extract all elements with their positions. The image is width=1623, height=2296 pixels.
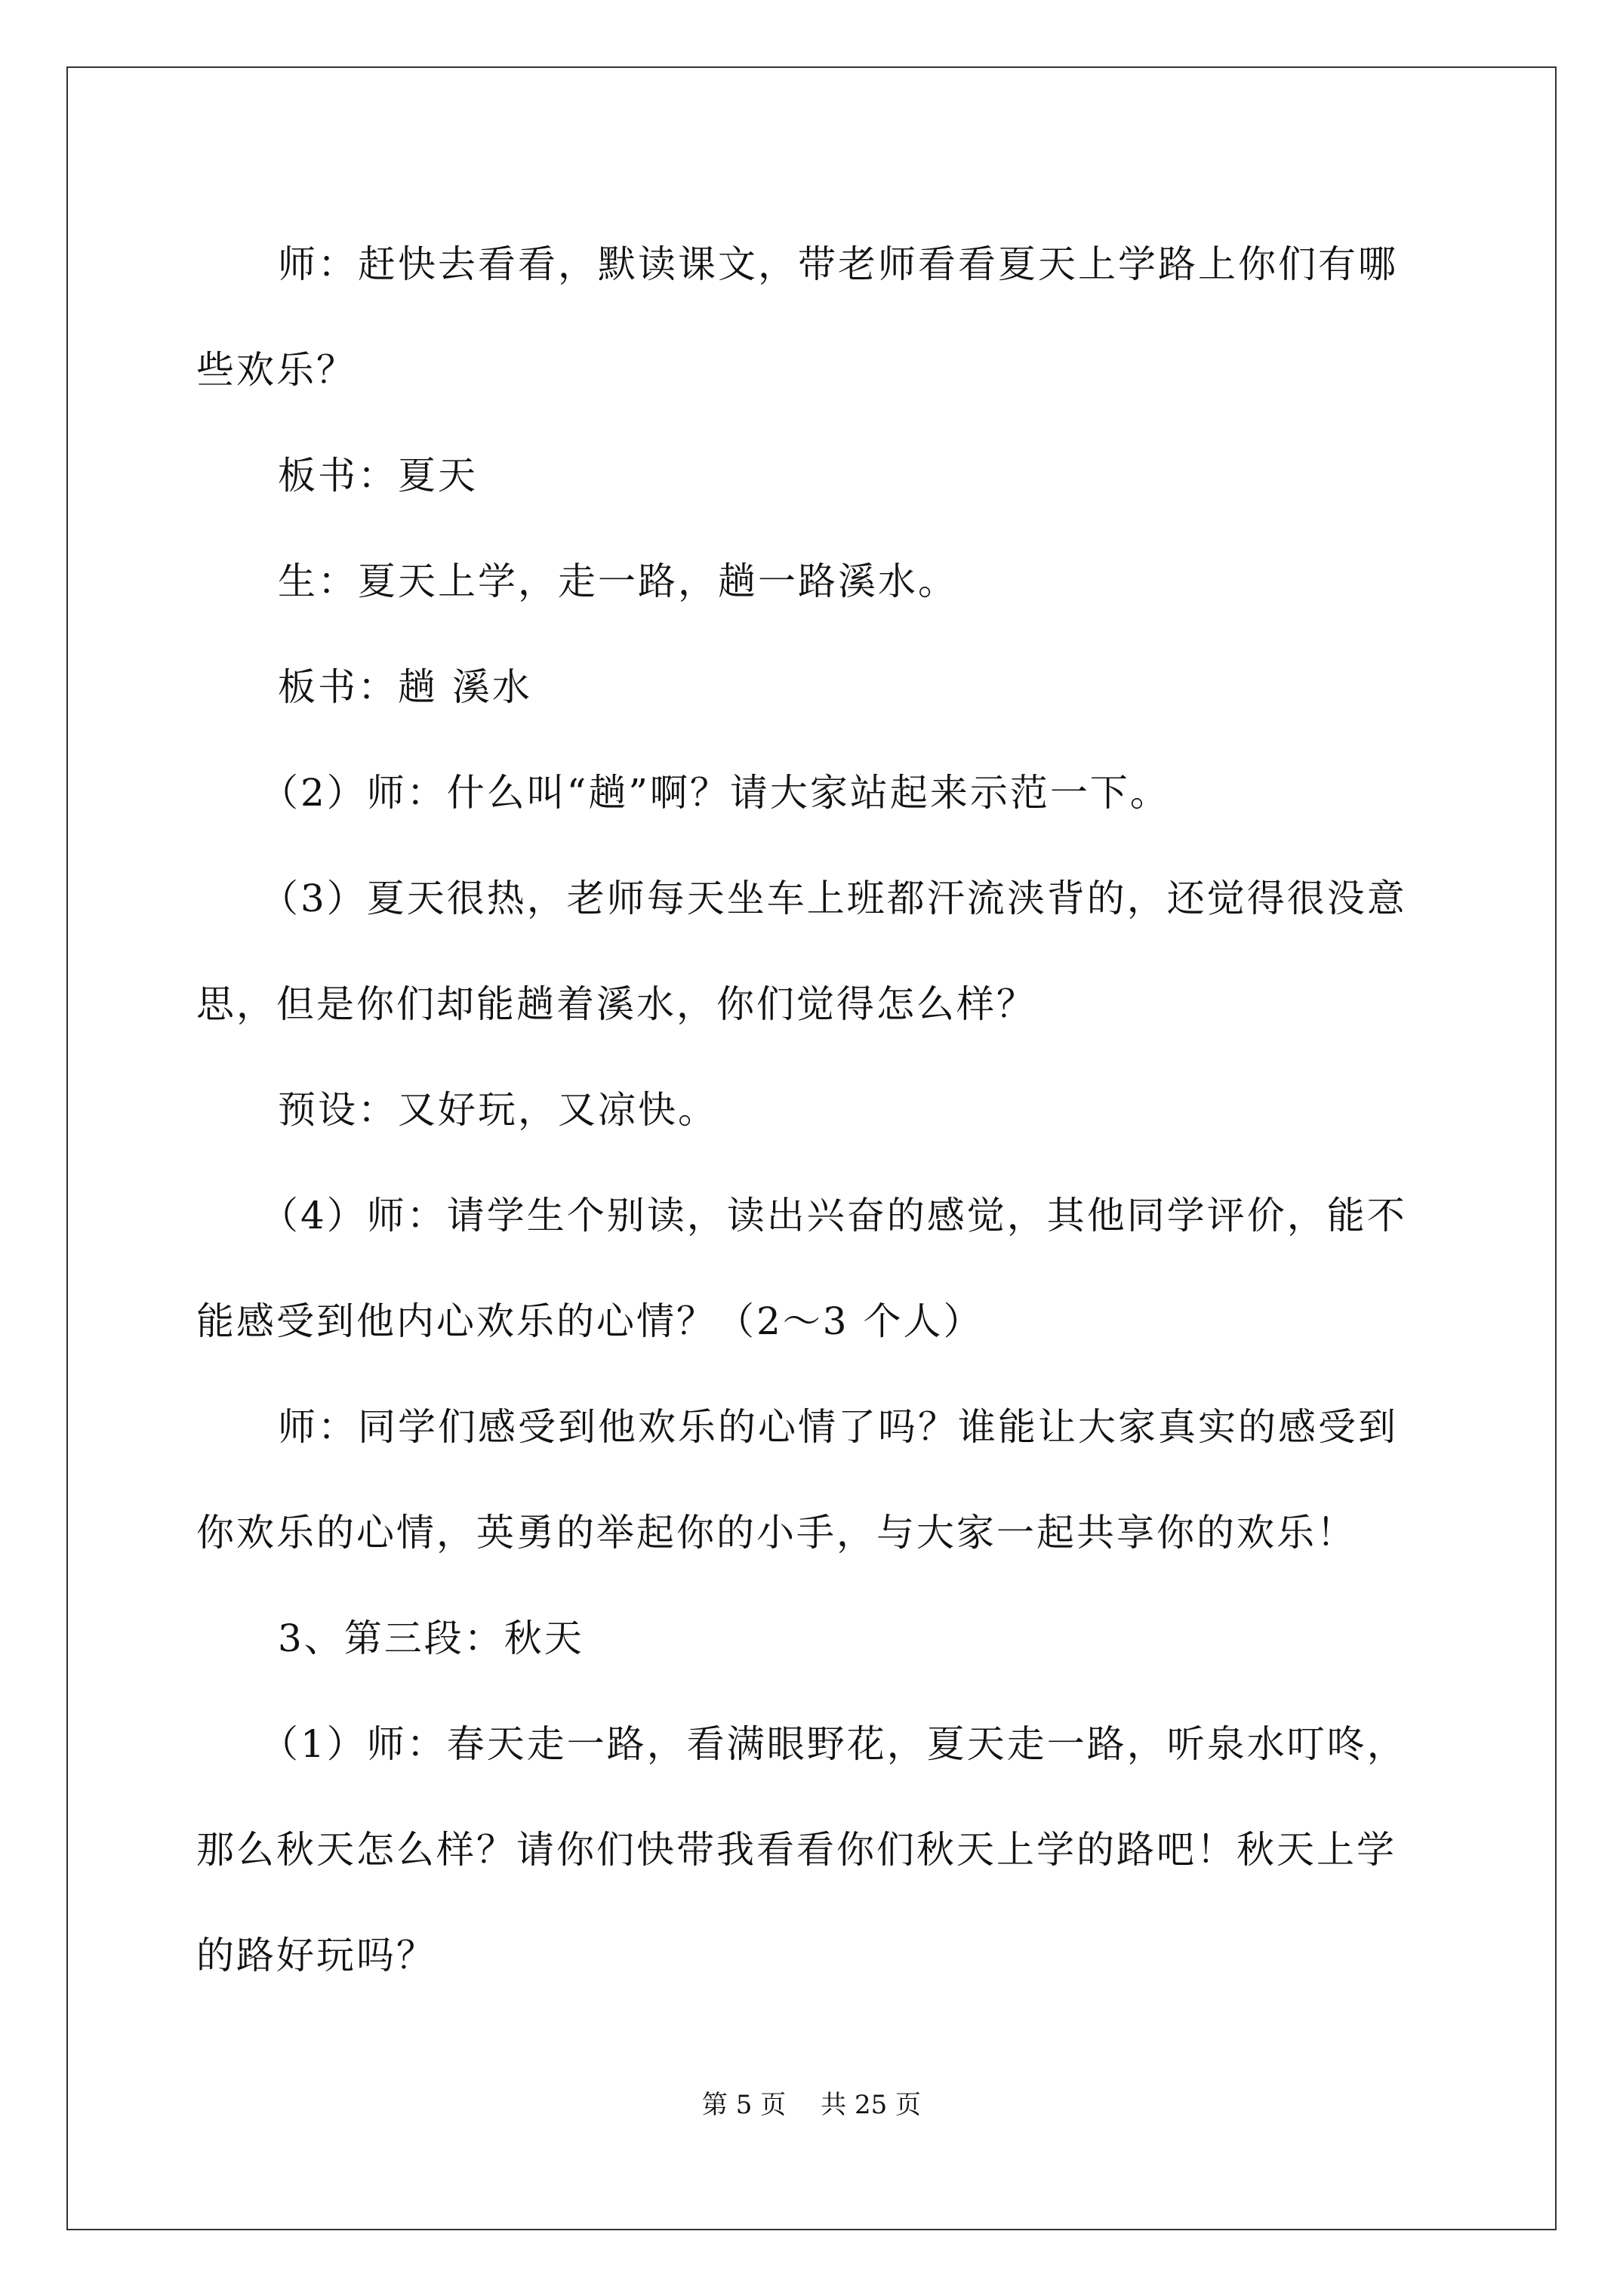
page-number: 第 5 页 xyxy=(701,2090,787,2120)
paragraph-3: 生：夏天上学，走一路，趟一路溪水。 xyxy=(278,559,958,603)
paragraph-9: 师：同学们感受到他欢乐的心情了吗？谁能让大家真实的感受到你欢乐的心情，英勇的举起你的小手，与大家一起共享你的欢乐！ xyxy=(196,1405,1398,1555)
paragraph-6: （3）夏天很热，老师每天坐车上班都汗流浃背的，还觉得很没意思，但是你们却能趟着溪水，你们觉得怎么样？ xyxy=(196,877,1407,1026)
paragraph-7: 预设：又好玩，又凉快。 xyxy=(278,1088,718,1132)
paragraph-2: 板书：夏天 xyxy=(278,454,478,498)
paragraph-10: 3、第三段：秋天 xyxy=(278,1616,584,1660)
paragraph-8: （4）师：请学生个别读，读出兴奋的感觉，其他同学评价，能不能感受到他内心欢乐的心情？（2～3 个人） xyxy=(196,1194,1407,1343)
paragraph-4: 板书：趟 溪水 xyxy=(278,665,532,709)
paragraph-1: 师：赶快去看看，默读课文，带老师看看夏天上学路上你们有哪些欢乐？ xyxy=(196,242,1398,392)
document-body xyxy=(196,211,1434,2008)
page-total: 共 25 页 xyxy=(821,2090,922,2120)
page-footer xyxy=(0,2084,1623,2121)
paragraph-5: （2）师：什么叫“趟”啊？请大家站起来示范一下。 xyxy=(260,771,1170,815)
paragraph-11: （1）师：春天走一路，看满眼野花，夏天走一路，听泉水叮咚，那么秋天怎么样？请你们快带我看看你们秋天上学的路吧！秋天上学的路好玩吗？ xyxy=(196,1722,1407,1977)
